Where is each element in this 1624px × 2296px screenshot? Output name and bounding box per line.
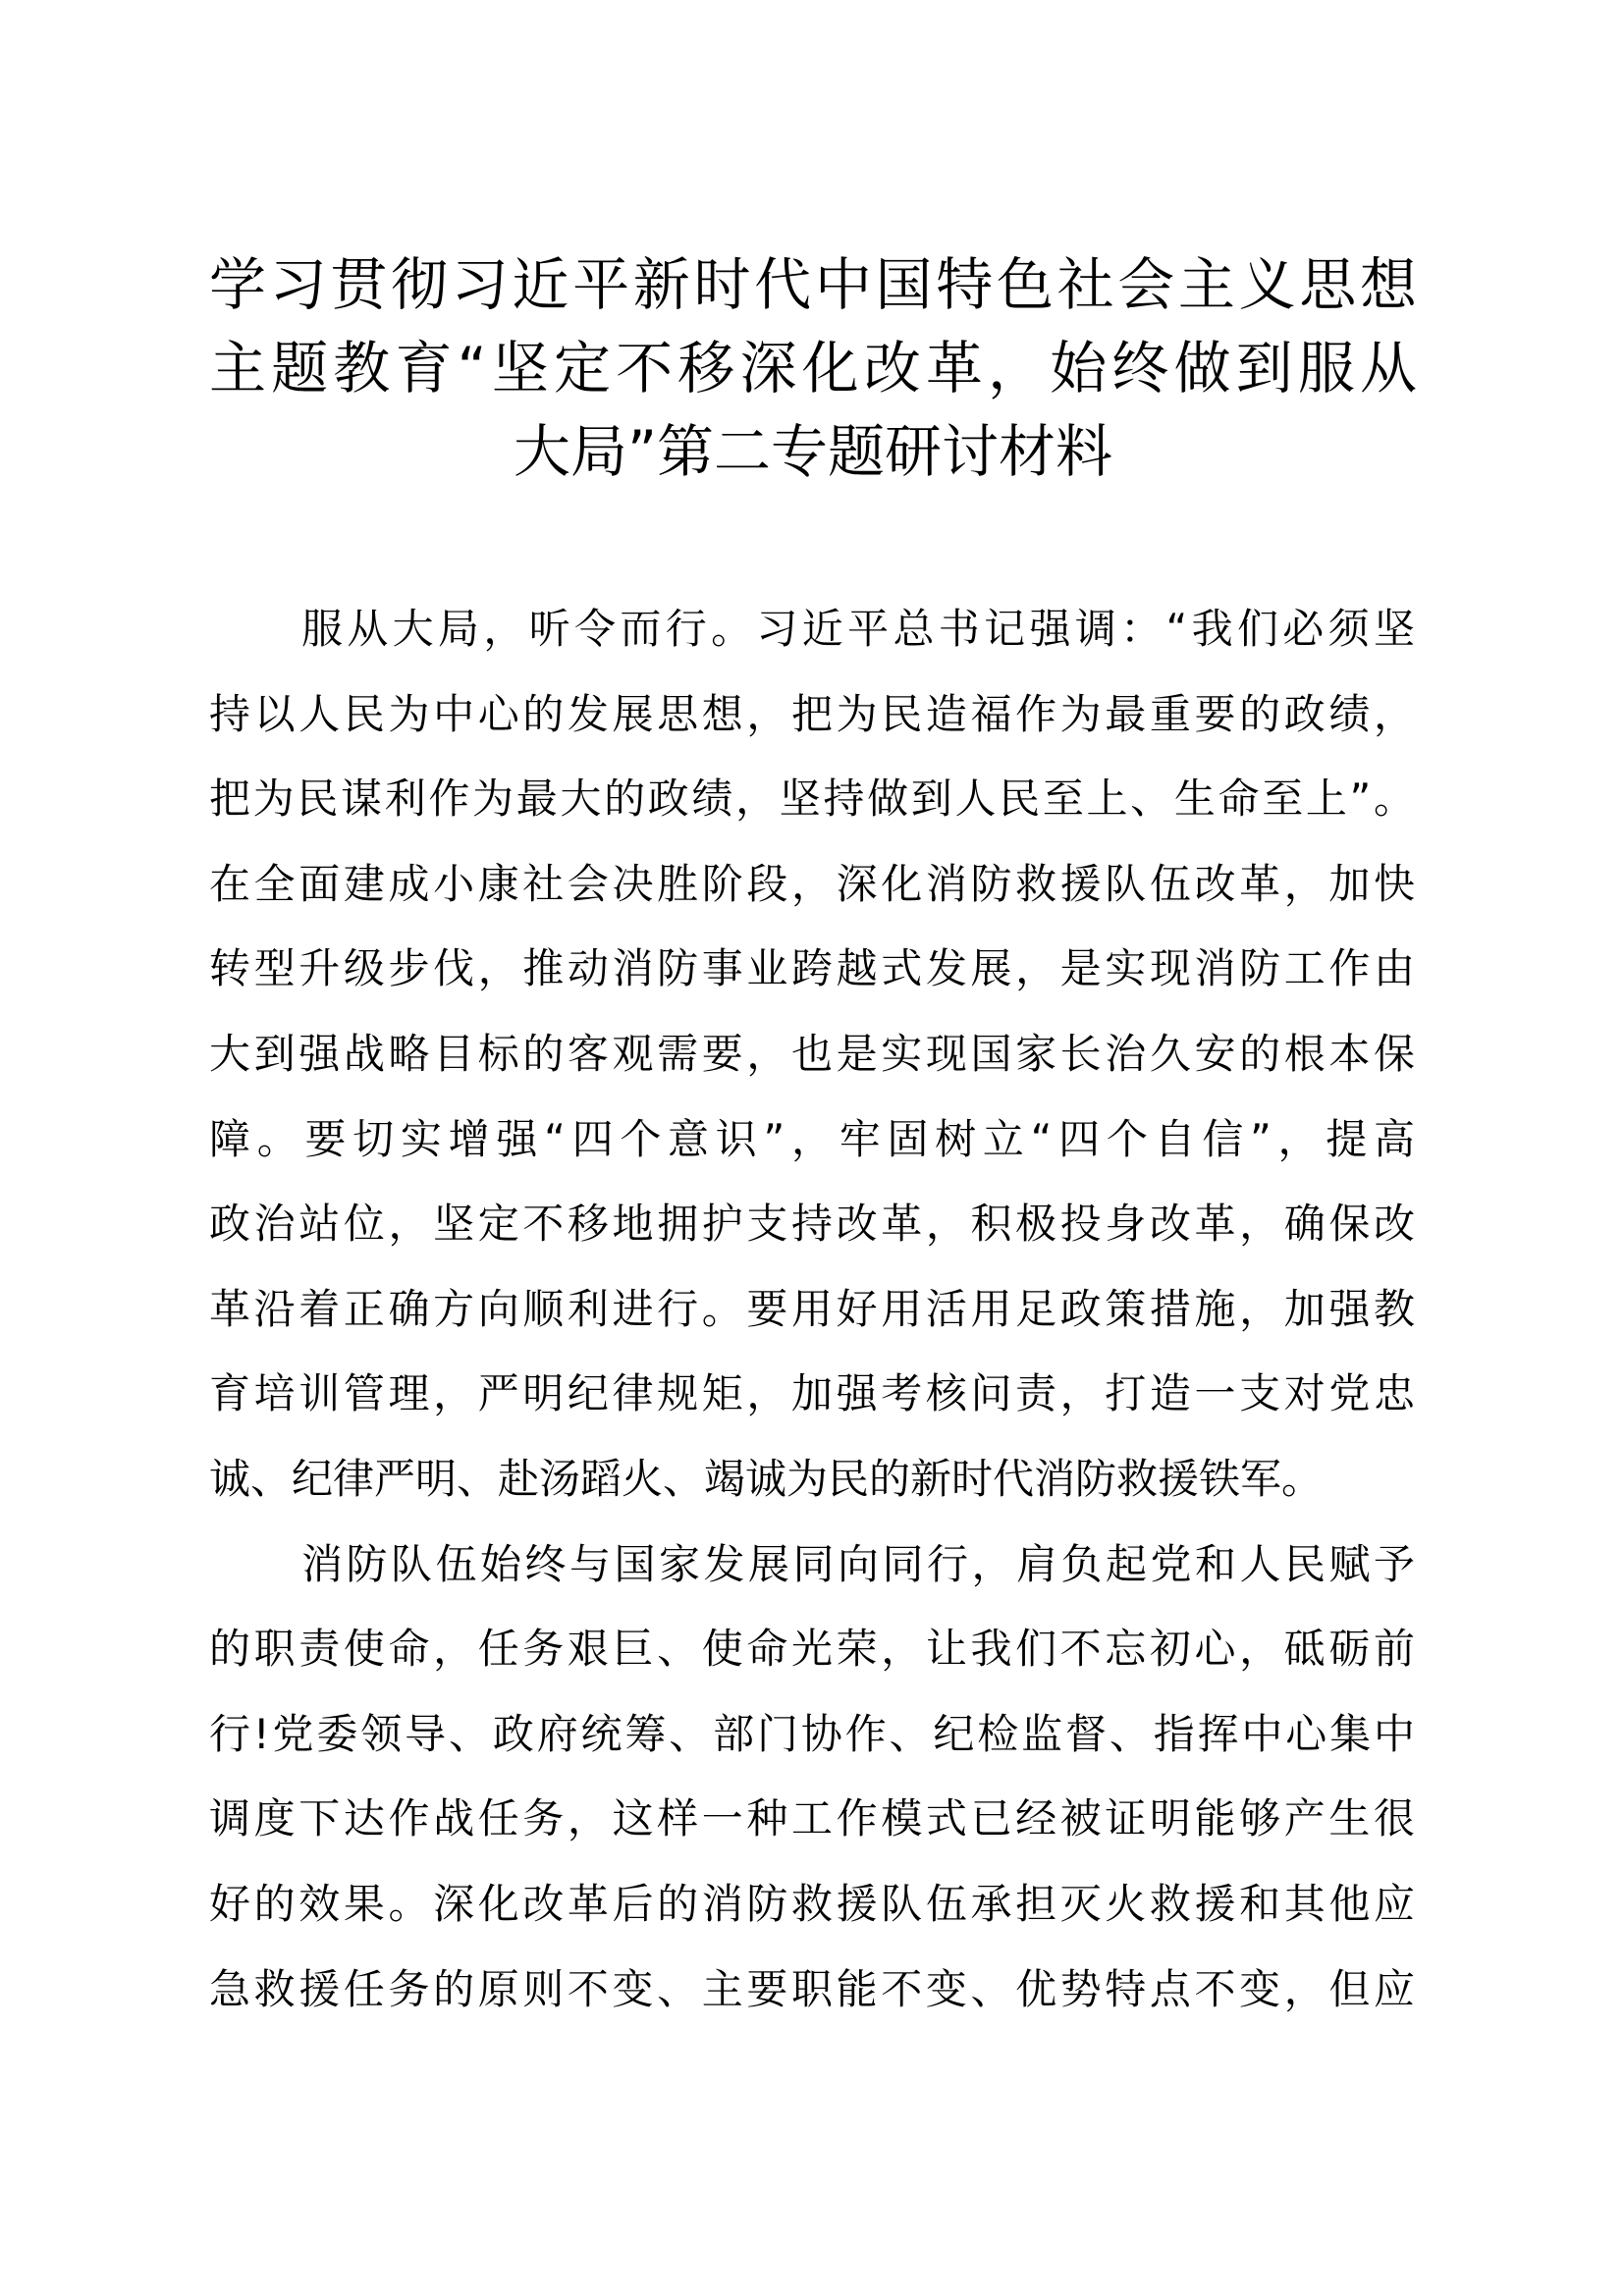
paragraph-line: 转型升级步伐，推动消防事业跨越式发展，是实现消防工作由 (209, 944, 1415, 993)
paragraph-line: 持以人民为中心的发展思想，把为民造福作为最重要的政绩， (209, 689, 1415, 738)
paragraph-line: 诚、纪律严明、赴汤蹈火、竭诚为民的新时代消防救援铁军。 (209, 1454, 1324, 1503)
paragraph-line: 的职责使命，任务艰巨、使命光荣，让我们不忘初心，砥砺前 (209, 1625, 1415, 1674)
paragraph-line: 服从大局，听令而行。习近平总书记强调：“我们必须坚 (301, 605, 1415, 653)
paragraph-line: 革沿着正确方向顺利进行。要用好用活用足政策措施，加强教 (209, 1284, 1415, 1333)
paragraph-line: 大到强战略目标的客观需要，也是实现国家长治久安的根本保 (209, 1029, 1415, 1078)
paragraph-line: 急救援任务的原则不变、主要职能不变、优势特点不变，但应 (209, 1964, 1415, 2013)
paragraph-line: 调度下达作战任务，这样一种工作模式已经被证明能够产生很 (209, 1794, 1415, 1843)
title-line-3: 大局”第二专题研讨材料 (513, 418, 1113, 485)
title-line-2: 主题教育“坚定不移深化改革，始终做到服从 (209, 335, 1417, 401)
paragraph-line: 在全面建成小康社会决胜阶段，深化消防救援队伍改革，加快 (209, 859, 1415, 908)
paragraph-line: 政治站位，坚定不移地拥护支持改革，积极投身改革，确保改 (209, 1200, 1415, 1249)
paragraph-2 (209, 1522, 1415, 2033)
paragraph-line: 好的效果。深化改革后的消防救援队伍承担灭火救援和其他应 (209, 1879, 1415, 1928)
paragraph-line: 育培训管理，严明纪律规矩，加强考核问责，打造一支对党忠 (209, 1369, 1415, 1418)
paragraph-line: 消防队伍始终与国家发展同向同行，肩负起党和人民赋予 (301, 1539, 1415, 1588)
paragraph-line: 障。要切实增强“四个意识”，牢固树立“四个自信”，提高 (209, 1114, 1415, 1163)
document-body (209, 587, 1415, 2032)
paragraph-1 (209, 587, 1415, 1522)
title-line-1: 学习贯彻习近平新时代中国特色社会主义思想 (209, 251, 1417, 318)
document-title (209, 243, 1417, 494)
paragraph-line: 把为民谋利作为最大的政绩，坚持做到人民至上、生命至上”。 (209, 774, 1415, 824)
paragraph-line: 行!党委领导、政府统筹、部门协作、纪检监督、指挥中心集中 (209, 1709, 1415, 1758)
